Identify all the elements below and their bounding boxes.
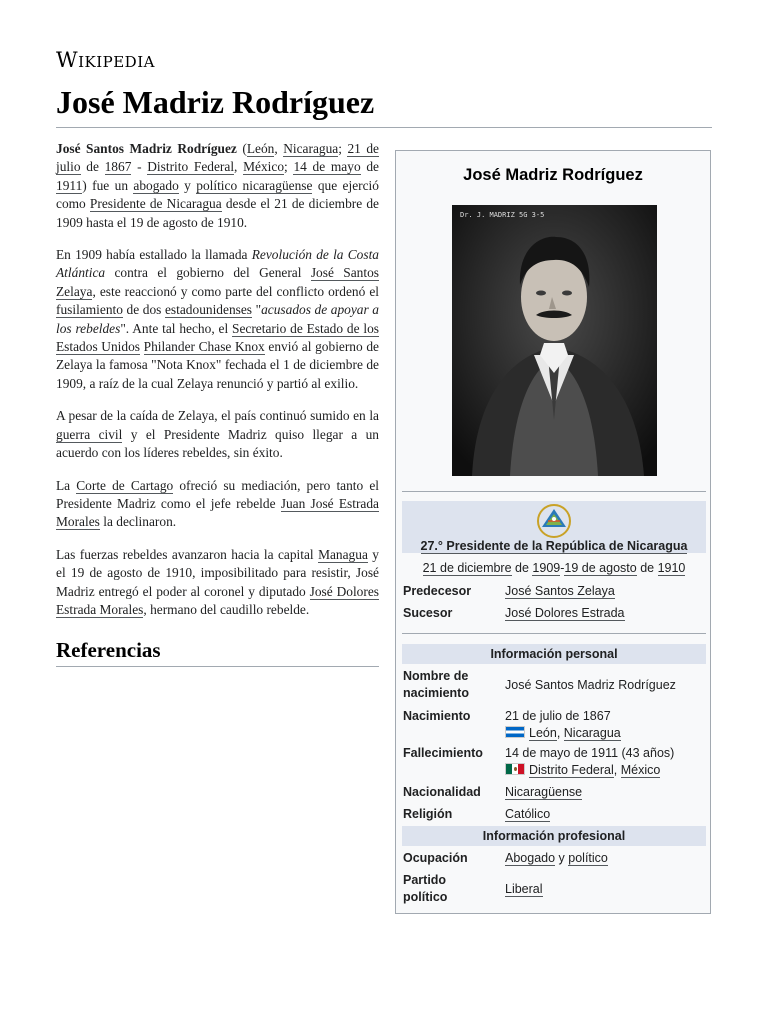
article-link[interactable]: Presidente de Nicaragua [89,196,222,212]
article-text: , hermano del caudillo rebelde. [143,601,310,617]
article-link[interactable]: 14 de mayo [293,159,361,175]
article-body [56,140,379,667]
term-dates: 21 de diciembre de 1909-19 de agosto de 1910 [422,561,686,575]
photo-caption-text: Dr. J. MADRIZ 5G 3-5 [460,211,545,219]
article-text: , este reaccionó y como parte del conflicto ordenó el [92,283,379,299]
article-paragraphs [56,140,379,619]
references-divider [56,666,379,667]
birth-name-value: José Santos Madriz Rodríguez [505,678,676,692]
term-start-date-link[interactable]: 21 de diciembre [422,561,512,575]
term-end-date-link[interactable]: 19 de agosto [564,561,637,575]
article-link[interactable]: Corte de Cartago [76,477,174,493]
office-title[interactable]: 27.° Presidente de la República de Nicaragua [420,539,688,553]
article-text: la declinaron. [99,514,177,530]
occupation-value: Abogado y político [505,851,608,865]
article-text: y [178,177,197,193]
occupation-lawyer-link[interactable]: Abogado [505,851,556,865]
successor-label: Sucesor [403,606,453,620]
infobox-title: José Madriz Rodríguez [463,166,643,184]
article-text: , [234,159,244,175]
article-text: En 1909 había estallado la llamada [56,247,252,263]
wikipedia-logo[interactable]: Wikipedia [56,48,155,72]
article-text: ; [338,141,348,156]
article-link[interactable]: León [246,141,275,156]
article-text: ( [236,141,247,156]
article-paragraph [56,407,379,462]
article-text: que ejerció como [56,177,379,212]
article-link[interactable]: Managua [318,546,368,562]
article-text: ) fue un [82,177,134,193]
predecessor-link[interactable]: José Santos Zelaya [505,584,615,598]
article-link[interactable]: Secretario de Estado de los Estados Unidos [56,320,379,355]
article-link[interactable]: fusilamiento [56,302,123,318]
article-subject-name: José Santos Madriz Rodríguez [56,141,237,156]
article-italic-text: acusados de apoyar a los rebeldes [56,302,379,336]
religion-label: Religión [403,807,453,821]
article-paragraph [56,477,379,532]
title-divider [56,127,712,128]
party-link[interactable]: Liberal [505,882,543,896]
infobox-divider [402,633,706,634]
death-label: Fallecimiento [403,746,483,760]
predecessor-label: Predecesor [403,584,472,598]
article-link[interactable]: 21 de julio [56,141,379,175]
birth-value [505,708,621,742]
article-text: y el 19 de agosto de 1910, imposibilitado para resistir, José Madriz entregó el poder al coronel y diputado [56,546,379,599]
portrait-photo[interactable] [452,205,657,476]
term-start-year-link[interactable]: 1909 [532,561,561,575]
article-link[interactable]: Philander Chase Knox [143,339,265,355]
article-paragraph [56,246,379,393]
article-text: ; [284,159,294,175]
article-link[interactable]: Distrito Federal [147,159,235,175]
article-text: envió al gobierno de Zelaya la famosa "Nota Knox" fechada el 1 de diciembre de 1909, a raíz de la cual Zelaya renunció y partió al exilio. [56,339,379,391]
death-value [505,745,674,779]
article-link[interactable]: guerra civil [56,426,123,442]
infobox-divider [402,491,706,492]
nationality-link[interactable]: Nicaragüense [505,785,583,799]
religion-link[interactable]: Católico [505,807,551,821]
party-label: Partido político [403,873,448,904]
page-title: José Madriz Rodríguez [56,84,375,120]
birth-country-link[interactable]: Nicaragua [563,726,621,740]
nationality-value [505,784,582,801]
article-text: A pesar de la caída de Zelaya, el país continuó sumido en la [56,408,379,424]
death-place: Distrito Federal, México [505,762,674,779]
article-link[interactable]: José Santos Zelaya [56,265,379,299]
article-text: de dos [122,302,165,318]
occupation-label: Ocupación [403,851,468,865]
personal-info-heading: Información personal [402,644,706,664]
successor-value [505,605,625,622]
birth-name-label: Nombre de nacimiento [403,669,469,700]
article-text: ofreció su mediación, pero tanto el Presidente Madriz como el jefe rebelde [56,477,379,511]
death-country-link[interactable]: México [620,763,661,777]
article-link[interactable]: Nicaragua [283,141,339,156]
article-text: desde el 21 de diciembre de 1909 hasta el 19 de agosto de 1910. [56,196,379,230]
infobox [395,150,711,914]
article-link[interactable]: 1911 [56,177,83,193]
article-text: y el Presidente Madriz quiso llegar a un acuerdo con los líderes rebeldes, sin éxito. [56,426,380,461]
article-text: Las fuerzas rebeldes avanzaron hacia la capital [56,546,319,562]
article-text: contra el gobierno del General [105,265,311,281]
nicaragua-coat-of-arms-icon[interactable] [534,503,574,539]
term-end-year-link[interactable]: 1910 [657,561,686,575]
article-paragraph [56,546,379,620]
nicaragua-flag-icon [505,726,525,738]
article-link[interactable]: político nicaragüense [196,177,313,193]
mexico-flag-icon [505,763,525,775]
article-link[interactable]: José Dolores Estrada Morales [56,583,379,617]
religion-value [505,806,550,823]
birth-label: Nacimiento [403,709,471,723]
party-value [505,881,543,898]
birth-city-link[interactable]: León [529,726,557,740]
nationality-label: Nacionalidad [403,785,481,799]
predecessor-value [505,583,615,600]
article-text: - [131,159,148,175]
birth-place: León, Nicaragua [505,725,621,742]
article-link[interactable]: 1867 [104,159,132,175]
article-text: La [56,477,77,493]
article-text: ". Ante tal hecho, el [120,320,233,336]
death-date: 14 de mayo de 1911 (43 años) [505,746,675,760]
article-text: " [252,302,262,318]
article-italic-text: Revolución de la Costa Atlántica [56,247,379,281]
professional-info-heading: Información profesional [402,826,706,846]
article-link[interactable]: abogado [133,177,179,193]
article-text: , [274,141,284,156]
article-link[interactable]: estadounidenses [164,302,253,318]
article-link[interactable]: Juan José Estrada Morales [56,495,379,530]
article-link[interactable]: México [243,159,285,175]
occupation-politician-link[interactable]: político [568,851,608,865]
article-text: de [80,159,105,175]
death-city-link[interactable]: Distrito Federal [529,763,614,777]
article-paragraph [56,140,379,232]
references-heading: Referencias [56,638,161,663]
successor-link[interactable]: José Dolores Estrada [505,606,625,620]
article-text: de [360,159,379,175]
birth-date: 21 de julio de 1867 [505,709,611,723]
